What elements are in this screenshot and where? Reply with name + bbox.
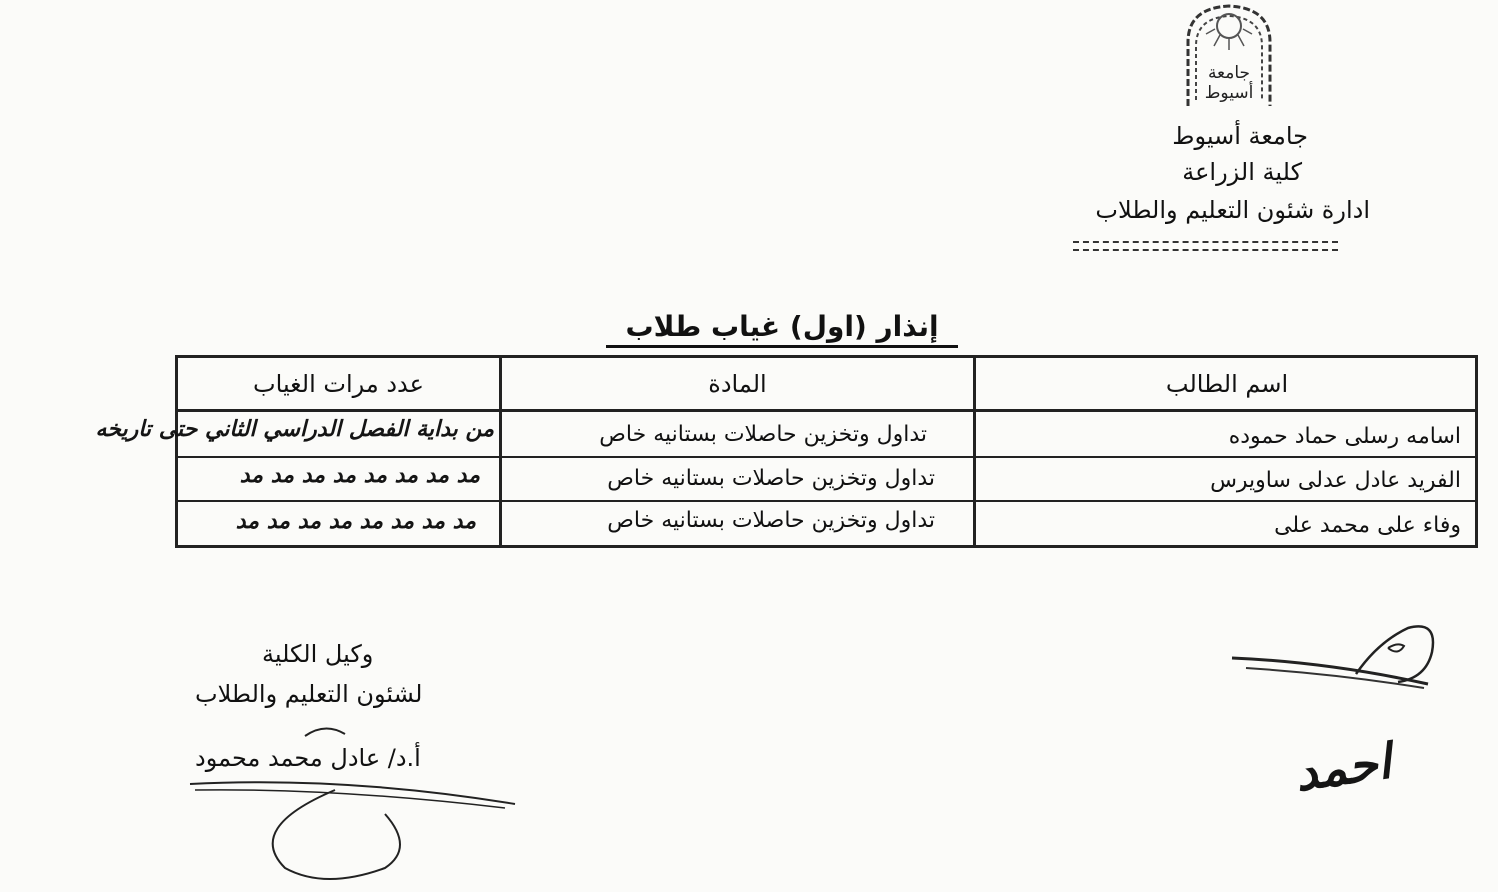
handwritten-signature (185, 718, 525, 888)
department-name: ادارة شئون التعليم والطلاب (1095, 196, 1370, 224)
header-absences: عدد مرات الغياب (253, 370, 424, 398)
header-divider (1073, 241, 1338, 251)
university-name: جامعة أسيوط (1172, 122, 1308, 150)
cell-subject: تداول وتخزين حاصلات بستانيه خاص (607, 508, 935, 533)
svg-text:أسيوط: أسيوط (1204, 83, 1254, 103)
signatory-name: أ.د/ عادل محمد محمود (195, 744, 421, 772)
university-logo (1180, 2, 1278, 110)
faculty-name: كلية الزراعة (1182, 158, 1302, 186)
row-divider (178, 500, 1475, 502)
signatory-affiliation: لشئون التعليم والطلاب (195, 680, 423, 708)
cell-student-name: وفاء على محمد على (1274, 513, 1461, 538)
header-student-name: اسم الطالب (1165, 370, 1289, 398)
handwritten-initials: احمد (1291, 733, 1395, 803)
header-subject: المادة (708, 370, 767, 398)
handwritten-ditto-marks: مد مد مد مد مد مد مد مد (239, 462, 480, 488)
signatory-title: وكيل الكلية (262, 640, 374, 668)
page-title: إنذار (اول) غياب طلاب (606, 310, 958, 348)
header-divider-line (178, 409, 1475, 412)
cell-student-name: اسامه رسلى حماد حموده (1228, 424, 1461, 449)
handwritten-ditto-marks: مد مد مد مد مد مد مد مد (235, 508, 476, 534)
cell-subject: تداول وتخزين حاصلات بستانيه خاص (599, 422, 927, 447)
row-divider (178, 456, 1475, 458)
cell-student-name: الفريد عادل عدلى ساويرس (1210, 468, 1461, 493)
svg-text:جامعة: جامعة (1207, 63, 1251, 83)
approval-mark (1228, 612, 1442, 696)
handwritten-absence-note: من بداية الفصل الدراسي الثاني حتى تاريخه (95, 416, 494, 442)
cell-subject: تداول وتخزين حاصلات بستانيه خاص (607, 466, 935, 491)
